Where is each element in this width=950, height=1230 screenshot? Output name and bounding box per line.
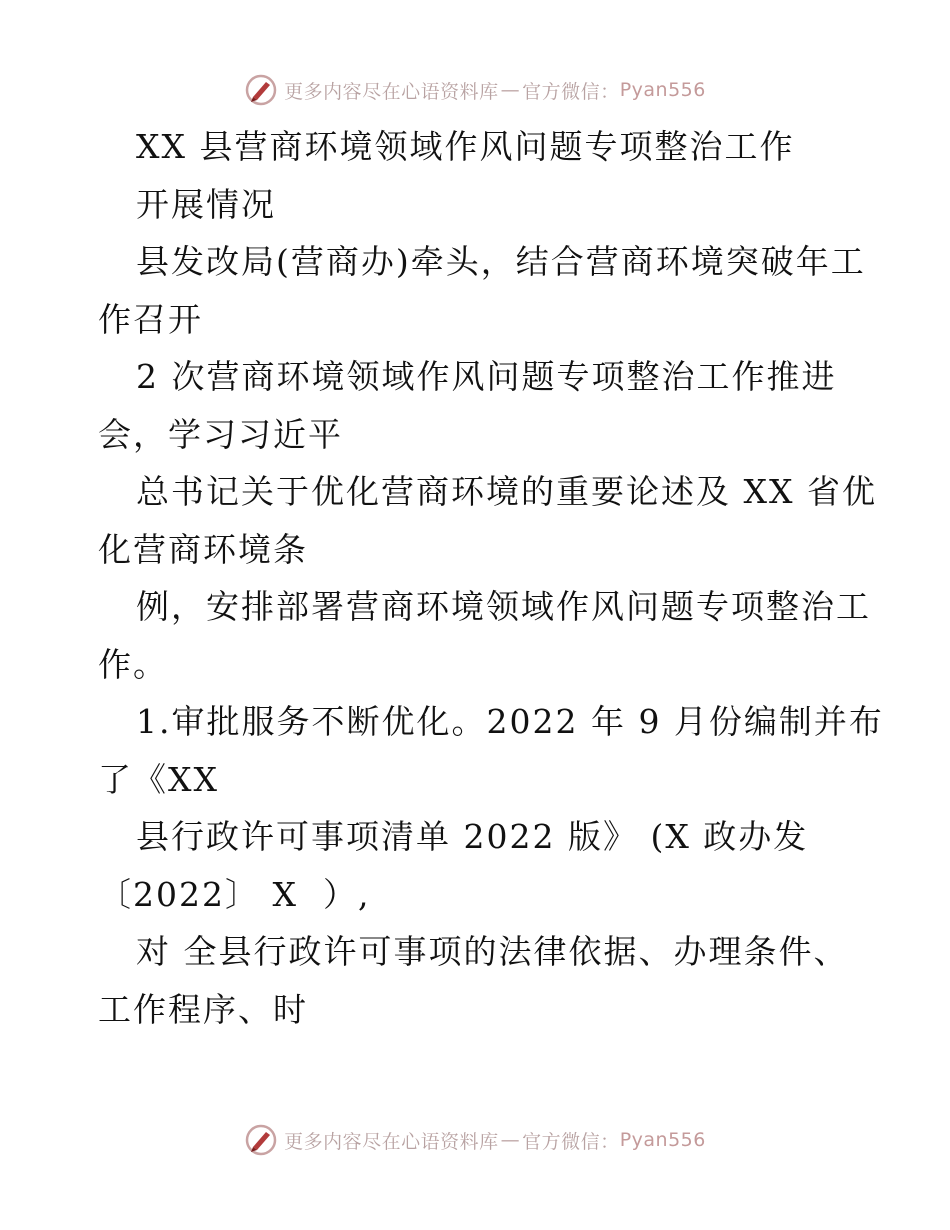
document-line: 作召开	[98, 299, 203, 339]
pen-logo-icon	[244, 1123, 278, 1157]
document-line: 〔2022〕 X ）,	[98, 874, 371, 914]
document-line: 县发改局(营商办)牵头，结合营商环境突破年工	[136, 242, 866, 281]
document-line: 2 次营商环境领域作风问题专项整治工作推进	[136, 357, 837, 396]
watermark-wechat-id: Pyan556	[619, 79, 706, 101]
document-line: 化营商环境条	[98, 529, 308, 569]
watermark-wechat-label: 官方微信：	[522, 80, 620, 103]
header-watermark	[0, 70, 950, 110]
document-line: 作。	[98, 644, 168, 684]
document-line: 1.审批服务不断优化。2022 年 9 月份编制并布	[136, 702, 884, 741]
document-body	[98, 118, 884, 1038]
watermark-site-text: 更多内容尽在心语资料库	[284, 80, 499, 103]
watermark-separator: —	[500, 79, 521, 101]
document-line: 开展情况	[136, 184, 276, 224]
document-line: 工作程序、时	[98, 989, 308, 1029]
watermark-wechat-id: Pyan556	[619, 1129, 706, 1151]
watermark-site-text: 更多内容尽在心语资料库	[284, 1130, 499, 1153]
document-line: 了《XX	[98, 759, 219, 799]
document-line: 总书记关于优化营商环境的重要论述及 XX 省优	[136, 472, 877, 511]
watermark-separator: —	[500, 1129, 521, 1151]
watermark-wechat-label: 官方微信：	[522, 1130, 620, 1153]
document-line: 例，安排部署营商环境领域作风问题专项整治工	[136, 587, 871, 626]
pen-logo-icon	[244, 73, 278, 107]
footer-watermark	[0, 1120, 950, 1160]
document-line: 对 全县行政许可事项的法律依据、办理条件、	[136, 932, 849, 971]
document-line: 会，学习习近平	[98, 414, 343, 454]
document-line: 县行政许可事项清单 2022 版》 (X 政办发	[136, 817, 809, 856]
document-line: XX 县营商环境领域作风问题专项整治工作	[136, 127, 795, 166]
